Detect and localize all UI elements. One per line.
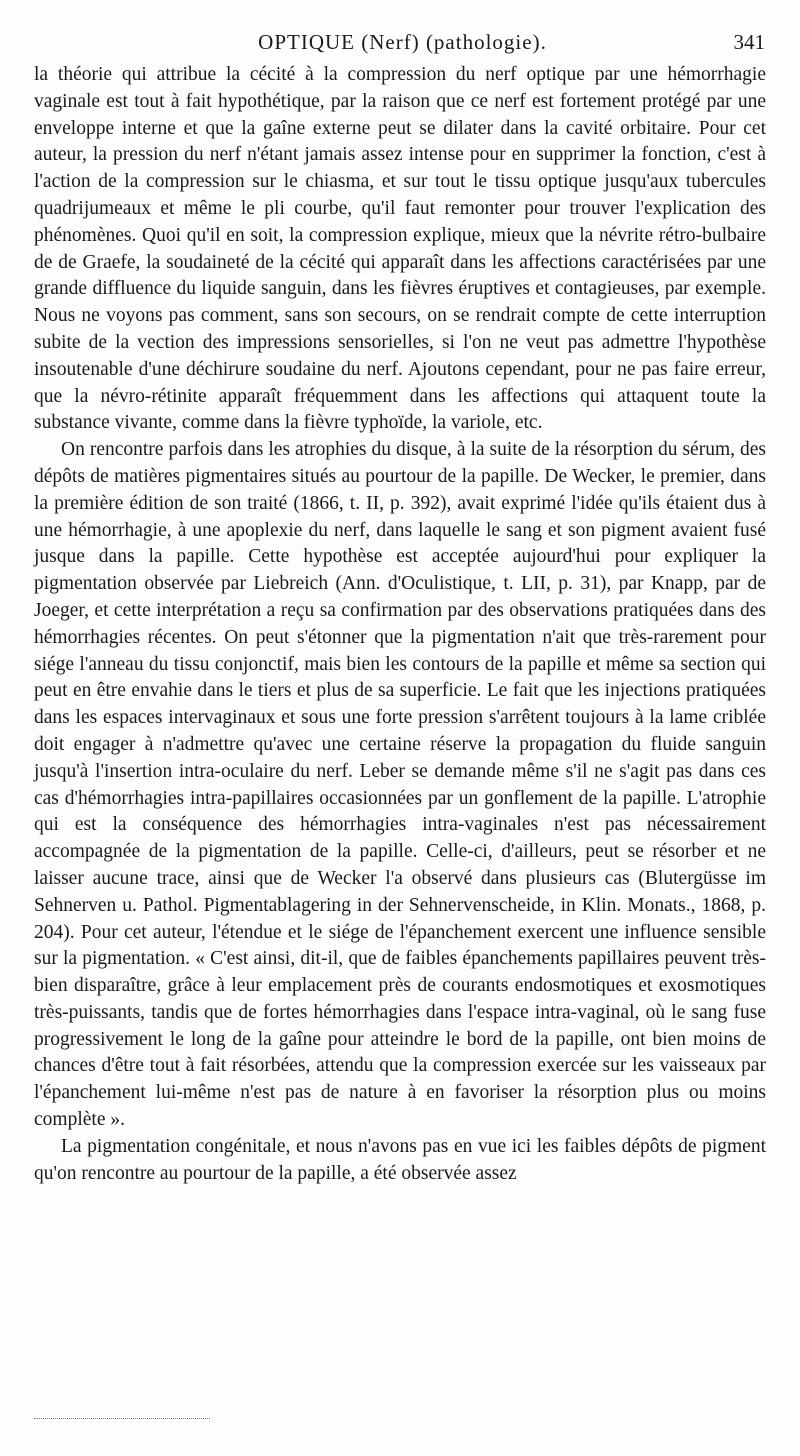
page-number: 341 [733, 30, 765, 54]
paragraph-2: On rencontre parfois dans les atrophies du disque, à la suite de la résorption du sérum, des dépôts de matières pigmentaires situés au pourtour de la papille. De Wecker, le premier, dans la première édition de son traité (1866, t. II, p. 392), avait exprimé l'idée qu'ils étaient dus à une hémorrhagie, à une apoplexie du nerf, dans laquelle le sang et son pigment avaient fusé jusque dans la papille. Cette hypothèse est acceptée aujourd'hui pour expliquer la pigmentation observée par Liebreich (Ann. d'Oculistique, t. LII, p. 31), par Knapp, par de Joeger, et cette interprétation a reçu sa confirmation par des observations pratiquées dans des hémorrhagies récentes. On peut s'étonner que la pigmentation n'ait que très-rarement pour siége l'anneau du tissu conjonctif, mais bien les contours de la papille et même sa section qui peut en être envahie dans le tiers et plus de sa superficie. Le fait que les injections pratiquées dans les espaces intervaginaux et sous une forte pression s'arrêtent toujours à la lame criblée doit engager à n'admettre qu'avec une certaine réserve la propagation du fluide sanguin jusqu'à l'insertion intra-oculaire du nerf. Leber se demande même s'il ne s'agit pas dans ces cas d'hémorrhagies intra-papillaires occasionnées par un gonflement de la papille. L'atrophie qui est la conséquence des hémorrhagies intra-vaginales n'est pas nécessairement accompagnée de la pigmentation de la papille. Celle-ci, d'ailleurs, peut se résorber et ne laisser aucune trace, ainsi que de Wecker l'a observé dans plusieurs cas (Blutergüsse im Sehnerven u. Pathol. Pigmentablagering in der Sehnervenscheide, in Klin. Monats., 1868, p. 204). Pour cet auteur, l'étendue et le siége de l'épanchement exercent une influence sensible sur la pigmentation. « C'est ainsi, dit-il, que de faibles épanchements papillaires peuvent très-bien disparaître, grâce à leur emplacement près de courants endosmotiques et exosmotiques très-puissants, tandis que de fortes hémorrhagies dans l'espace intra-vaginal, où le sang fuse progressivement le long de la gaîne pour atteindre le bord de la papille, ont bien moins de chances d'être tout à fait résorbées, attendu que la compression exercée sur les vaisseaux par l'épanchement lui-même n'est pas de nature à en favoriser la résorption plus ou moins complète ». [34, 439, 766, 1131]
running-title: OPTIQUE (Nerf) (pathologie). [258, 30, 547, 54]
paragraph-3: La pigmentation congénitale, et nous n'avons pas en vue ici les faibles dépôts de pigment qu'on rencontre au pourtour de la papille, a été observée assez [34, 1135, 766, 1184]
footer-dotted-rule [34, 1418, 210, 1419]
page-header [40, 30, 765, 60]
paragraph-1: la théorie qui attribue la cécité à la compression du nerf optique par une hémorrhagie vaginale est tout à fait hypothétique, par la raison que ce nerf est fortement protégé par une enveloppe interne et que la gaîne externe peut se dilater dans la cavité orbitaire. Pour cet auteur, la pression du nerf n'étant jamais assez intense pour en supprimer la fonction, c'est à l'action de la compression sur le chiasma, et sur tout le tissu optique jusqu'aux tubercules quadrijumeaux et même le pli courbe, qu'il faut remonter pour trouver l'explication des phénomènes. Quoi qu'il en soit, la compression explique, mieux que la névrite rétro-bulbaire de de Graefe, la soudaineté de la cécité qui apparaît dans les affections caractérisées par une grande diffluence du liquide sanguin, dans les fièvres éruptives et contagieuses, par exemple. Nous ne voyons pas comment, sans son secours, on se rendrait compte de cette interruption subite de la vection des impressions sensorielles, si l'on ne veut pas admettre l'hypothèse insoutenable d'une déchirure soudaine du nerf. Ajoutons cependant, pour ne pas faire erreur, que la névro-rétinite apparaît fréquemment dans les affections qui attaquent toute la substance vivante, comme dans la fièvre typhoïde, la variole, etc. [34, 64, 766, 434]
body-text [34, 62, 766, 1187]
